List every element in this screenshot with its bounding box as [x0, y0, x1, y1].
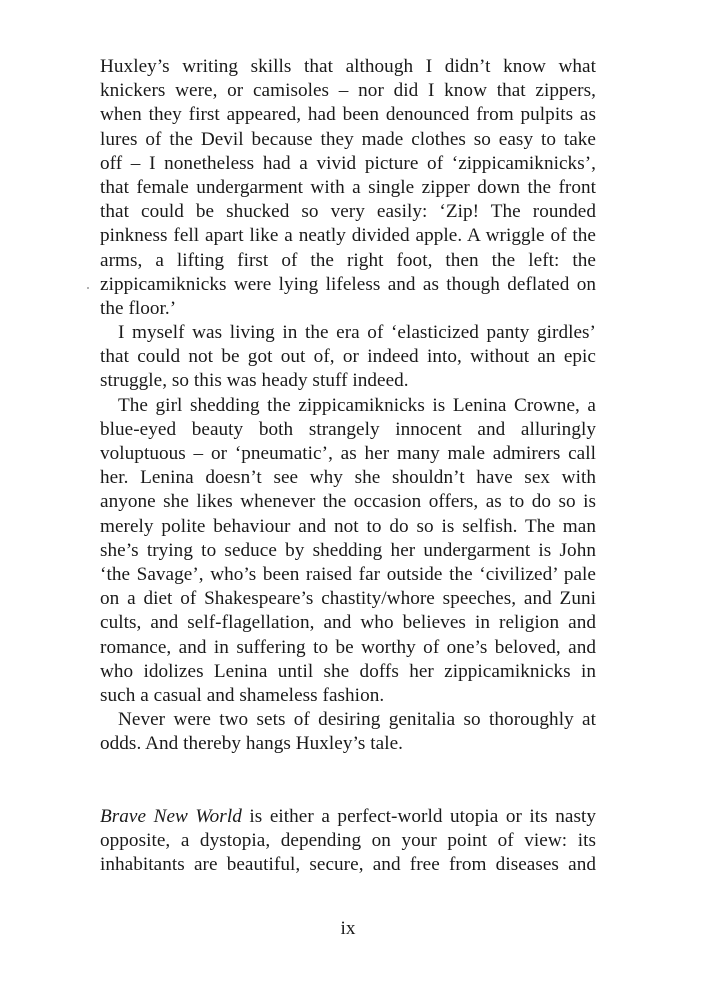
text-line: struggle, so this was heady stuff indeed. — [100, 370, 409, 392]
text-line: odds. And thereby hangs Huxley’s tale. — [100, 733, 403, 755]
text-line: merely polite behaviour and not to do so is selfish. The man — [100, 515, 596, 537]
text-line: such a casual and shameless fashion. — [100, 684, 385, 706]
text-line: ‘the Savage’, who’s been raised far outside the ‘civilized’ pale — [100, 563, 596, 585]
text-line: romance, and in suffering to be worthy of one’s beloved, and — [100, 636, 596, 658]
text-run: is either a perfect-world utopia or its nasty — [241, 805, 596, 827]
text-line: the floor.’ — [100, 297, 177, 319]
text-line: arms, a lifting first of the right foot, then the left: the — [100, 249, 596, 271]
text-line: The girl shedding the zippicamiknicks is Lenina Crowne, a — [118, 394, 596, 416]
text-line: on a diet of Shakespeare’s chastity/whore speeches, and Zuni — [100, 588, 596, 610]
paragraph-3 — [100, 394, 596, 708]
text-line: voluptuous – or ‘pneumatic’, as her many male admirers call — [100, 443, 596, 464]
text-line: zippicamiknicks were lying lifeless and as though deflated on — [100, 273, 596, 295]
text-line: anyone she likes whenever the occasion offers, as to do so is — [100, 491, 596, 513]
text-line: knickers were, or camisoles – nor did I know that zippers, — [100, 80, 596, 102]
section-break — [100, 756, 596, 804]
text-line: that could not be got out of, or indeed into, without an epic — [100, 346, 596, 368]
text-line: pinkness fell apart like a neatly divided apple. A wriggle of the — [100, 225, 596, 247]
text-line: I myself was living in the era of ‘elasticized panty girdles’ — [118, 322, 596, 344]
paragraph-4 — [100, 708, 596, 756]
text-line — [100, 805, 596, 829]
text-line: lures of the Devil because they made clothes so easy to take — [100, 128, 596, 150]
page-number: ix — [340, 918, 356, 939]
text-line: her. Lenina doesn’t see why she shouldn’t have sex with — [100, 467, 596, 489]
paragraph-5 — [100, 805, 596, 878]
paragraph-2 — [100, 321, 596, 394]
text-line: when they first appeared, had been denounced from pulpits as — [100, 104, 596, 126]
text-line: opposite, a dystopia, depending on your point of view: its — [100, 830, 596, 852]
text-line: inhabitants are beautiful, secure, and free from diseases and — [100, 854, 596, 876]
book-page-text — [100, 55, 596, 877]
text-line: Huxley’s writing skills that although I didn’t know what — [100, 56, 596, 77]
text-line: blue-eyed beauty both strangely innocent and alluringly — [100, 418, 596, 440]
text-line: she’s trying to seduce by shedding her undergarment is John — [100, 539, 596, 561]
text-line: that could be shucked so very easily: ‘Zip! The rounded — [100, 201, 596, 223]
book-title-italic: Brave New World — [100, 805, 242, 827]
text-line: who idolizes Lenina until she doffs her zippicamiknicks in — [100, 660, 596, 682]
text-line: that female undergarment with a single zipper down the front — [100, 176, 596, 198]
text-line: cults, and self-flagellation, and who believes in religion and — [100, 612, 596, 634]
paragraph-1 — [100, 55, 596, 321]
scan-artifact-dot — [87, 287, 89, 289]
text-line: off – I nonetheless had a vivid picture of ‘zippicamiknicks’, — [100, 152, 596, 174]
text-line: Never were two sets of desiring genitalia so thoroughly at — [118, 709, 596, 731]
